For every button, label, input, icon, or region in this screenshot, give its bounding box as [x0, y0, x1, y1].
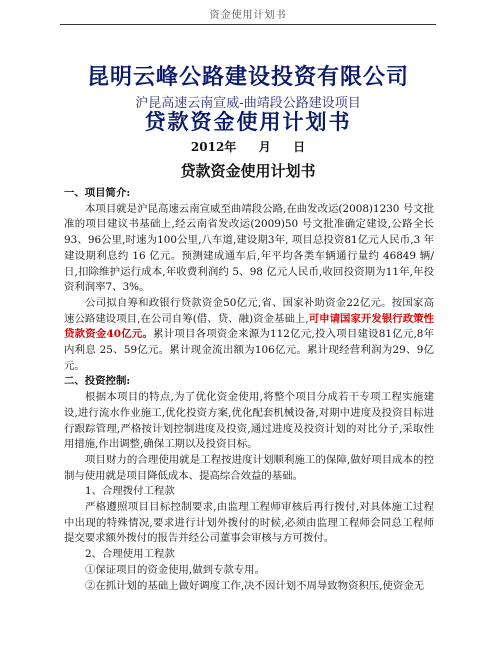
project-subtitle: 沪昆高速云南宣威-曲靖段公路建设项目 — [135, 96, 361, 111]
document-date — [0, 138, 496, 155]
document-body — [64, 186, 434, 594]
heading-project-intro: 一、项目简介: — [64, 187, 131, 199]
running-header: 资金使用计划书 — [209, 10, 287, 21]
company-name: 昆明云峰公路建设投资有限公司 — [86, 64, 409, 90]
date-month: 月 — [258, 140, 271, 154]
heading-investment-control: 二、投资控制: — [64, 375, 131, 388]
paragraph-investment-control: 根据本项目的特点,为了优化资金使用,将整个项目分成若干专项工程实施建设,进行流水作业施工,优化投资方案,优化配套机械设备,对期中进度及投资目标进行跟踪管理,严格按计划控制进度及投资,通过进度及投资计划的对比分子,采取性用措施,作出调整,确保工期以及投资目标。 — [64, 391, 434, 451]
subheading-usage: 2、合理使用工程款 — [85, 548, 175, 561]
header-rule — [60, 24, 436, 25]
funding-text-pre: 公司拟自筹和政银行贷款资金50亿元,省、国家补助资金22亿元。按国家高速公路建设项目,在公司自筹(借、贷、融)资金基础上, — [64, 296, 434, 325]
list-item-usage-1: ①保证项目的资金使用,做到专款专用。 — [85, 563, 265, 576]
section-title: 贷款资金使用计划书 — [180, 162, 316, 180]
paragraph-project-intro: 本项目就是沪昆高速云南宣威至曲靖段公路,在曲发改运(2008)1230 号文批准的项目建议书基础上,经云南省发改运(2009)50 号文批准确定建设,公路全长93、96公里,时速为100公里,八车道,建设期3年, 项目总投资81亿元人民币,3 年建设期利息约 16 亿元。预测建成通车后,年平均各类车辆通行量约 46849 辆/日,扣除维护运行成本,年收费利润约 5、98 亿元人民币,收回投资期为11年,年投资利润率7、3%。 — [64, 202, 434, 294]
date-day: 日 — [293, 140, 306, 154]
subheading-payment: 1、合理拨付工程款 — [85, 485, 175, 498]
list-item-usage-2: ②在抓计划的基础上做好调度工作,决不因计划不周导致物资积压,使资金无 — [85, 579, 425, 592]
funding-highlight: 可申请国家开发银行政策性贷款资金40亿元。 — [64, 312, 434, 341]
paragraph-funding — [64, 296, 434, 375]
document-title: 贷款资金使用计划书 — [144, 109, 352, 134]
funding-text-post: 累计项目各项资金来源为112亿元,投入项目建设81亿元,8年内利息 25、59亿元。累计现金流出额为106亿元。累计现经营利润为29、9亿元。 — [64, 328, 434, 372]
paragraph-payment: 严格遵照项目目标控制要求,由监理工程师审核后再行拨付,对具体施工过程中出现的特殊情况,要求进行计划外拨付的时候,必须由监理工程师会同总工程师提交要求额外拨付的报告并经公司董事会审核与方可拨付。 — [64, 501, 434, 545]
paragraph-cost-control: 项目财力的合理使用就是工程按进度计划顺利施工的保障,做好项目成本的控制与使用就是项目降低成本、提高综合效益的基础。 — [64, 453, 434, 482]
date-year: 2012年 — [190, 140, 237, 154]
